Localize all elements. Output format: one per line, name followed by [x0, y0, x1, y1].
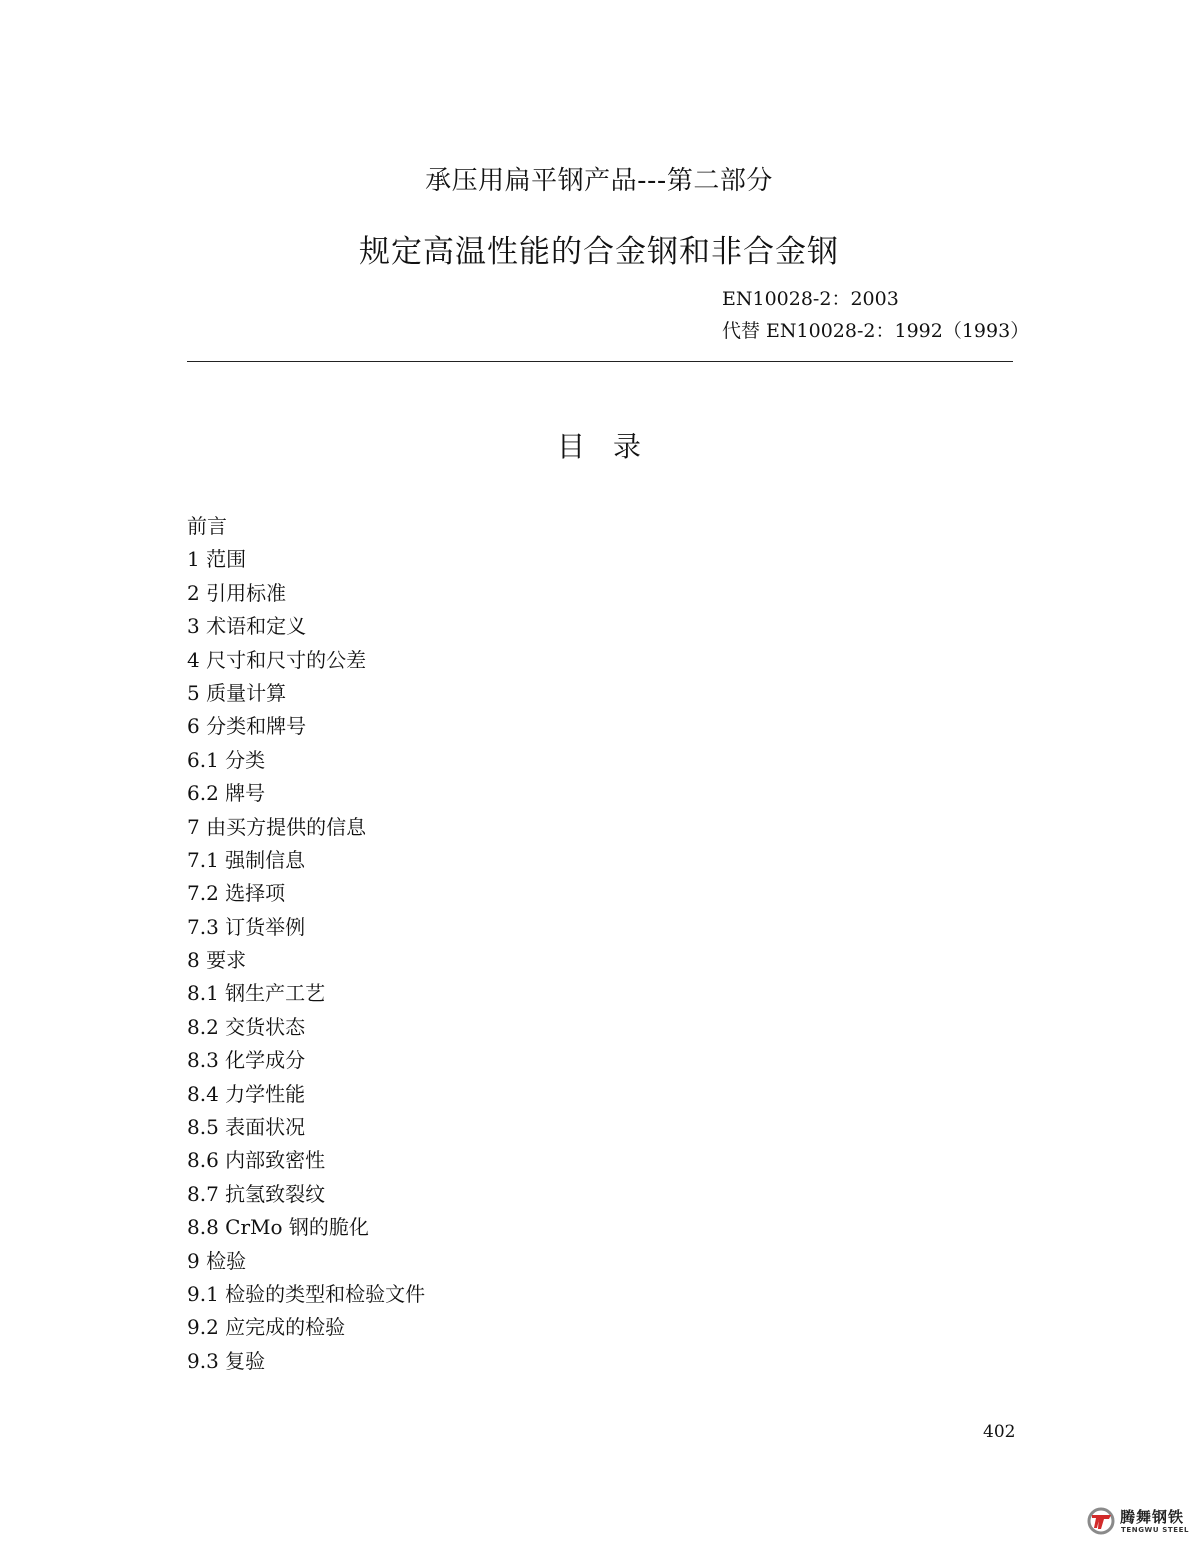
toc-item: 1 范围	[187, 547, 247, 572]
toc-item: 7.2 选择项	[187, 881, 286, 906]
toc-item: 6.1 分类	[187, 747, 266, 772]
document-title-line2: 规定高温性能的合金钢和非合金钢	[359, 234, 839, 270]
toc-item: 前言	[187, 514, 227, 538]
toc-item: 3 术语和定义	[187, 614, 307, 639]
table-of-contents	[187, 510, 425, 1378]
standard-number: EN10028-2：2003	[722, 288, 899, 310]
toc-item: 9 检验	[187, 1248, 247, 1273]
watermark-logo	[1086, 1502, 1192, 1542]
toc-item: 7 由买方提供的信息	[187, 814, 367, 839]
toc-item: 5 质量计算	[187, 680, 287, 705]
toc-item: 6.2 牌号	[187, 781, 266, 806]
toc-item: 8 要求	[187, 948, 247, 973]
toc-heading: 目录	[556, 430, 669, 463]
toc-item: 8.5 表面状况	[187, 1115, 306, 1140]
toc-item: 8.7 抗氢致裂纹	[187, 1181, 326, 1206]
toc-item: 7.1 强制信息	[187, 847, 306, 872]
toc-item: 6 分类和牌号	[187, 714, 307, 739]
toc-item: 8.4 力学性能	[187, 1081, 306, 1106]
logo-red-chevron	[1098, 1515, 1111, 1529]
toc-item: 9.1 检验的类型和检验文件	[187, 1281, 426, 1306]
toc-item: 2 引用标准	[187, 580, 287, 605]
toc-item: 8.1 钢生产工艺	[187, 981, 326, 1006]
page-number: 402	[983, 1422, 1016, 1442]
toc-item: 4 尺寸和尺寸的公差	[187, 647, 367, 672]
header-divider	[187, 361, 1013, 362]
logo-name-cn: 腾舞钢铁	[1120, 1508, 1185, 1526]
document-title-line1: 承压用扁平钢产品---第二部分	[425, 166, 773, 196]
toc-item: 9.2 应完成的检验	[187, 1315, 346, 1340]
toc-item: 8.2 交货状态	[187, 1014, 306, 1039]
toc-item: 8.3 化学成分	[187, 1048, 306, 1073]
toc-item: 8.8 CrMo 钢的脆化	[187, 1215, 369, 1240]
tengwu-logo-icon	[1086, 1506, 1116, 1536]
toc-item: 8.6 内部致密性	[187, 1148, 326, 1173]
toc-item: 7.3 订货举例	[187, 914, 306, 939]
replaces-standard: 代替 EN10028-2：1992（1993）	[722, 320, 1030, 342]
logo-name-en: TENGWU STEEL	[1121, 1526, 1190, 1534]
toc-item: 9.3 复验	[187, 1348, 266, 1373]
